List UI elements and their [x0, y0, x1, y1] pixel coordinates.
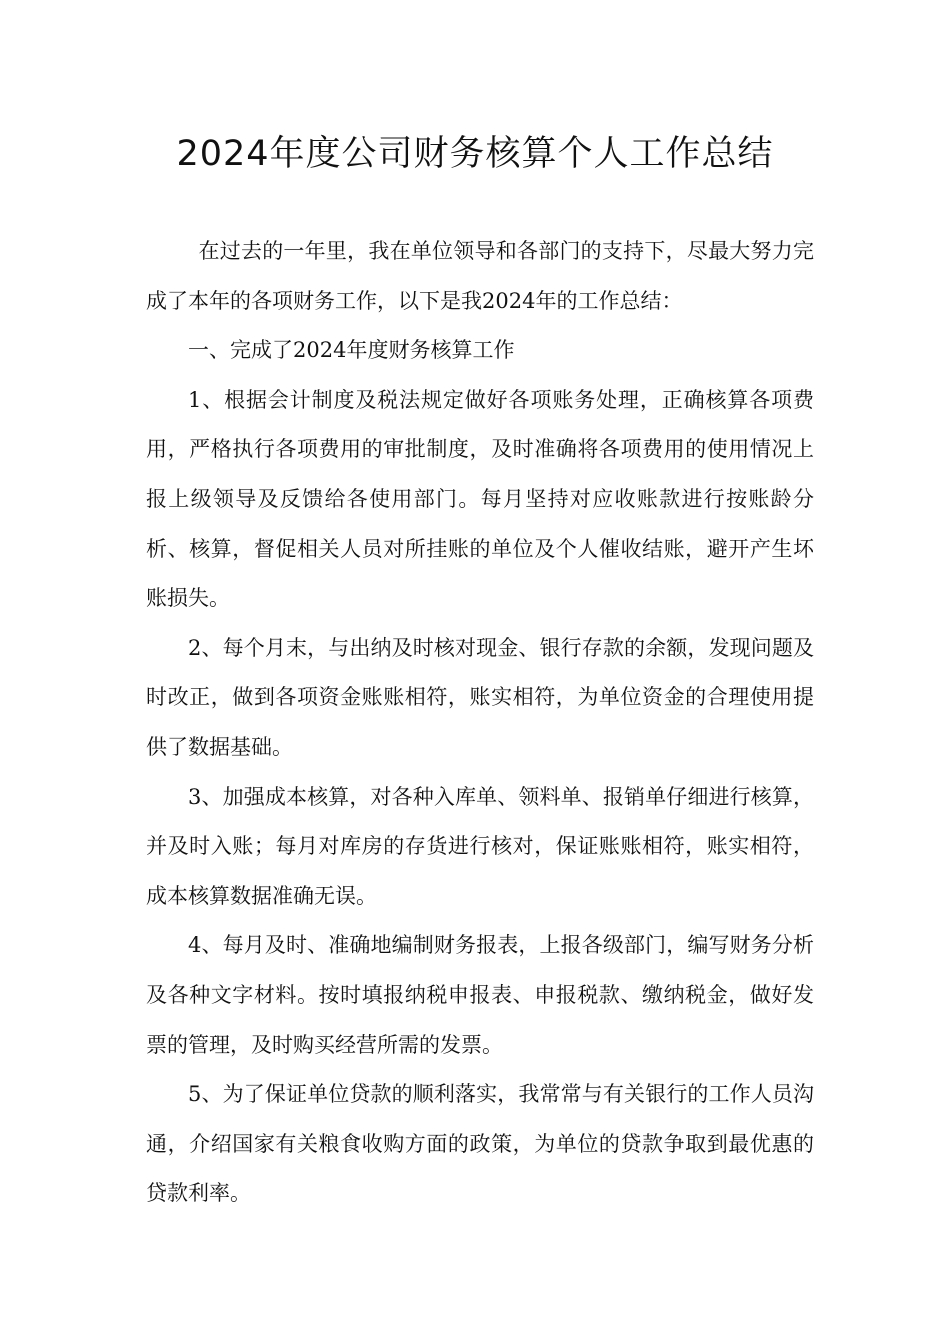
paragraph-item-3: 3、加强成本核算，对各种入库单、领料单、报销单仔细进行核算，并及时入账；每月对库房的存货进行核对，保证账账相符，账实相符，成本核算数据准确无误。: [146, 784, 814, 908]
document-body: [146, 227, 814, 1219]
document-title: 2024年度公司财务核算个人工作总结: [176, 134, 774, 174]
paragraph-item-1: 1、根据会计制度及税法规定做好各项账务处理，正确核算各项费用，严格执行各项费用的审批制度，及时准确将各项费用的使用情况上报上级领导及反馈给各使用部门。每月坚持对应收账款进行按账龄分析、核算，督促相关人员对所挂账的单位及个人催收结账，避开产生坏账损失。: [146, 387, 814, 611]
paragraph-item-2: 2、每个月末，与出纳及时核对现金、银行存款的余额，发现问题及时改正，做到各项资金账账相符，账实相符，为单位资金的合理使用提供了数据基础。: [146, 635, 814, 759]
paragraph-item-5: 5、为了保证单位贷款的顺利落实，我常常与有关银行的工作人员沟通，介绍国家有关粮食收购方面的政策，为单位的贷款争取到最优惠的贷款利率。: [146, 1082, 814, 1206]
section-heading-1: 一、完成了2024年度财务核算工作: [188, 338, 515, 363]
paragraph-intro: 在过去的一年里，我在单位领导和各部门的支持下，尽最大努力完成了本年的各项财务工作，以下是我2024年的工作总结：: [146, 239, 814, 313]
paragraph-item-4: 4、每月及时、准确地编制财务报表，上报各级部门，编写财务分析及各种文字材料。按时填报纳税申报表、申报税款、缴纳税金，做好发票的管理，及时购买经营所需的发票。: [146, 933, 814, 1057]
